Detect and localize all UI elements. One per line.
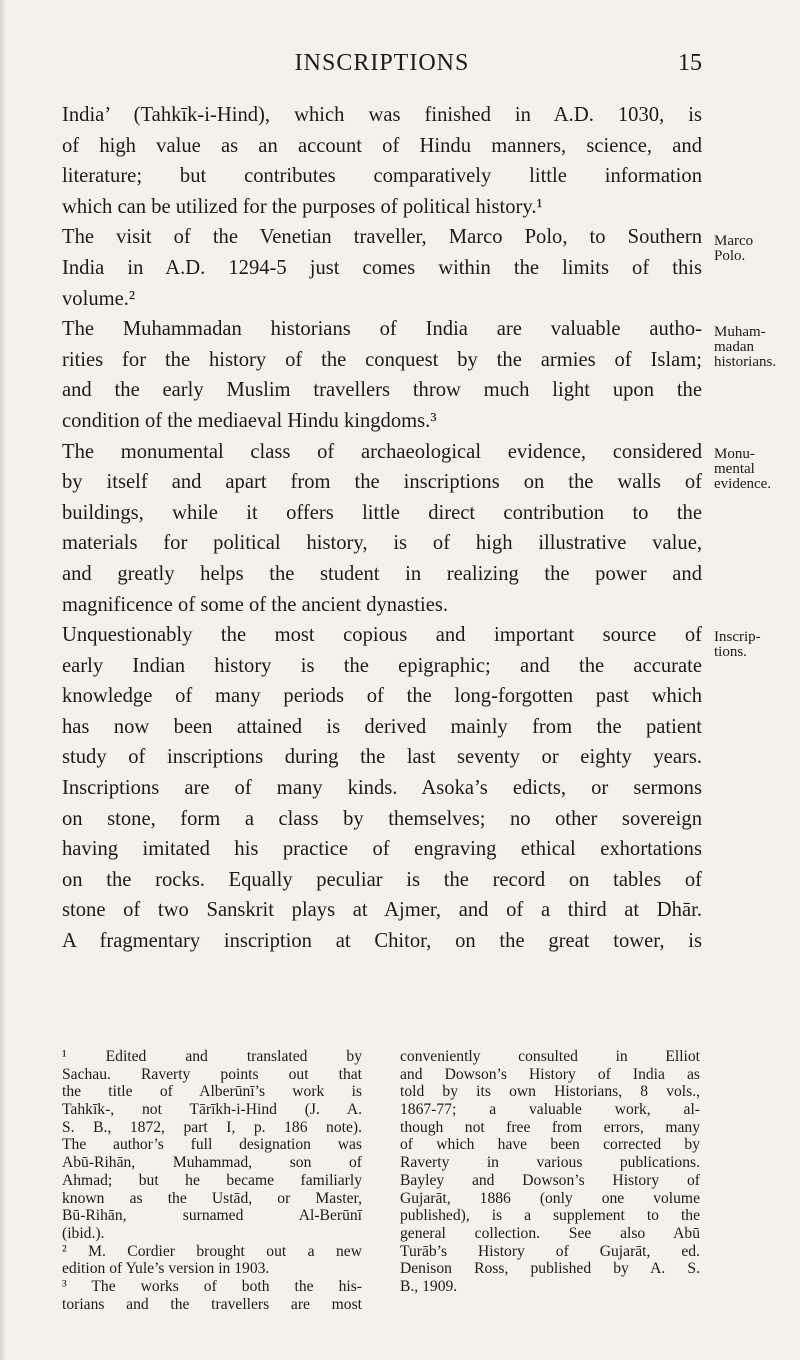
text-line: of high value as an account of Hindu manners, science, and [62,134,702,157]
footnote-line: ² M. Cordier brought out a new [62,1242,362,1260]
text-line: knowledge of many periods of the long-forgotten past which [62,685,702,708]
text-line: India in A.D. 1294-5 just comes within the limits of this [62,256,702,279]
footnote-line: The author’s full designation was [62,1136,362,1154]
text-line: literature; but contributes comparatively little information [62,165,702,188]
footnote-line: (ibid.). [62,1224,105,1242]
footnote-line: Gujarāt, 1886 (only one volume [400,1189,700,1207]
footnote-line: and Dowson’s History of India as [400,1065,700,1083]
text-line: Unquestionably the most copious and important source of [62,624,702,647]
footnote-line: known as the Ustād, or Master, [62,1189,362,1207]
text-line: has now been attained is derived mainly from the patient [62,715,702,738]
footnote-line: though not free from errors, many [400,1118,700,1136]
page-number: 15 [678,50,702,76]
text-line: The Muhammadan historians of India are valuable autho- [62,318,702,341]
footnote-line: 1867-77; a valuable work, al- [400,1101,700,1119]
footnote-line: of which have been corrected by [400,1136,700,1154]
text-line: which can be utilized for the purposes of political history.¹ [62,195,543,218]
text-line: buildings, while it offers little direct contribution to the [62,501,702,524]
footnote-line: torians and the travellers are most [62,1295,362,1313]
footnote-line: Denison Ross, published by A. S. [400,1260,700,1278]
footnote-line: Abū-Rihān, Muhammad, son of [62,1154,362,1172]
text-line: early Indian history is the epigraphic; and the accurate [62,654,702,677]
footnote-line: S. B., 1872, part I, p. 186 note). [62,1118,362,1136]
running-title: INSCRIPTIONS [294,50,470,76]
footnote-line: the title of Alberūnī’s work is [62,1083,362,1101]
footnote-line: told by its own Historians, 8 vols., [400,1083,700,1101]
text-line: volume.² [62,287,136,310]
footnote-line: ³ The works of both the his- [62,1277,362,1295]
text-line: on the rocks. Equally peculiar is the record on tables of [62,868,702,891]
footnote-line: edition of Yule’s version in 1903. [62,1260,270,1278]
footnotes-left-column [62,1048,362,1313]
running-header [62,50,702,86]
text-line: having imitated his practice of engraving ethical exhortations [62,838,702,861]
footnote-line: Ahmad; but he became familiarly [62,1171,362,1189]
text-line: The monumental class of archaeological evidence, considered [62,440,702,463]
footnote-line: B., 1909. [400,1277,458,1295]
text-line: and greatly helps the student in realizing the power and [62,562,702,585]
text-line: condition of the mediaeval Hindu kingdoms.³ [62,409,437,432]
page-gutter-shadow [0,0,6,1360]
footnote-line: conveniently consulted in Elliot [400,1048,700,1065]
text-line: The visit of the Venetian traveller, Marco Polo, to Southern [62,226,702,249]
margin-note-inscriptions: Inscrip- tions. [714,629,761,660]
footnote-line: Sachau. Raverty points out that [62,1065,362,1083]
footnote-line: ¹ Edited and translated by [62,1048,362,1065]
margin-note-monumental-evidence: Monu- mental evidence. [714,446,772,492]
text-line: materials for political history, is of high illustrative value, [62,532,702,555]
footnote-line: general collection. See also Abū [400,1224,700,1242]
text-line: on stone, form a class by themselves; no other sovereign [62,807,702,830]
footnote-line: Raverty in various publications. [400,1154,700,1172]
main-text [62,100,702,957]
footnote-line: published), is a supplement to the [400,1207,700,1225]
text-line: rities for the history of the conquest by the armies of Islam; [62,348,702,371]
text-line: A fragmentary inscription at Chitor, on the great tower, is [62,930,702,953]
text-line: by itself and apart from the inscriptions on the walls of [62,471,702,494]
footnotes-right-column [400,1048,700,1296]
footnote-line: Bayley and Dowson’s History of [400,1171,700,1189]
footnote-line: Tahkīk-, not Tārīkh-i-Hind (J. A. [62,1101,362,1119]
margin-note-muhammadan-historians: Muham- madan historians. [714,324,777,370]
footnote-line: Turāb’s History of Gujarāt, ed. [400,1242,700,1260]
text-line: magnificence of some of the ancient dynasties. [62,593,448,616]
text-line: India’ (Tahkīk-i-Hind), which was finished in A.D. 1030, is [62,104,702,126]
text-line: Inscriptions are of many kinds. Asoka’s edicts, or sermons [62,777,702,800]
text-line: study of inscriptions during the last seventy or eighty years. [62,746,702,769]
footnote-line: Bū-Rihān, surnamed Al-Berūnī [62,1207,362,1225]
margin-note-marco-polo: Marco Polo. [714,233,754,264]
text-line: and the early Muslim travellers throw much light upon the [62,379,702,402]
text-line: stone of two Sanskrit plays at Ajmer, and of a third at Dhār. [62,899,702,922]
